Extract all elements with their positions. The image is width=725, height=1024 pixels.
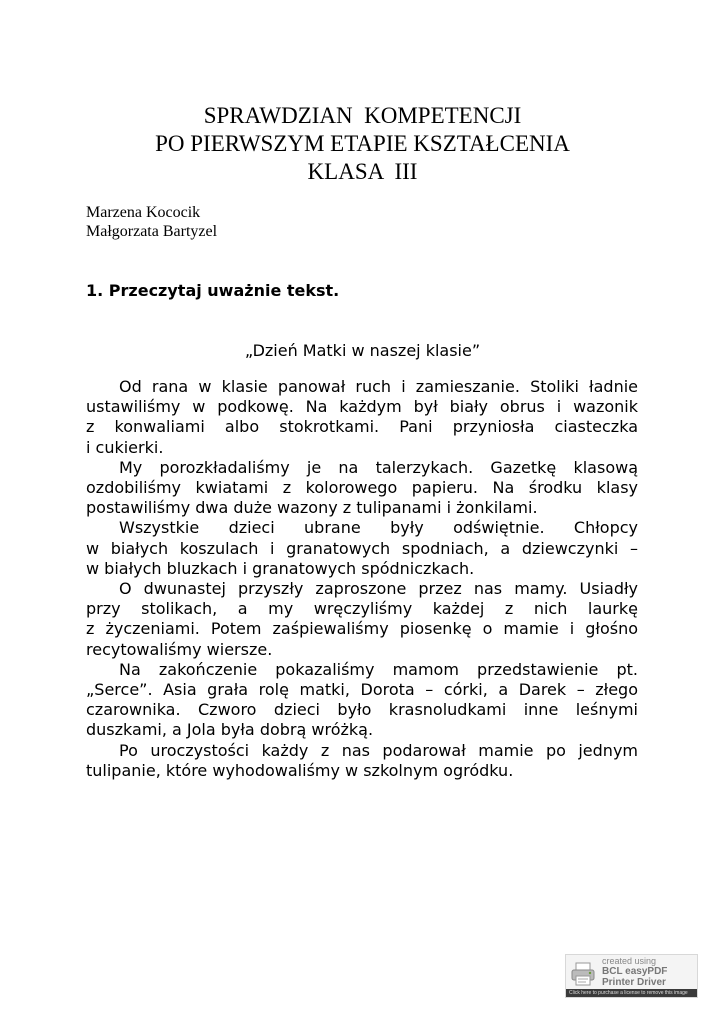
title-line-3: KLASA III [307, 159, 418, 184]
author-name: Marzena Kococik [86, 204, 201, 221]
story-line: Na zakończenie pokazaliśmy mamom przedstawienie pt. [119, 659, 638, 679]
badge-product-type: Printer Driver [602, 977, 666, 988]
story-line: tulipanie, które wyhodowaliśmy w szkolnym ogródku. [86, 760, 514, 780]
story-line: w białych koszulach i granatowych spodniach, a dziewczynki – [86, 538, 638, 558]
title-line-2: PO PIERWSZYM ETAPIE KSZTAŁCENIA [155, 131, 570, 156]
story-line: z konwaliami albo stokrotkami. Pani przyniosła ciasteczka [86, 417, 638, 437]
story-line: Po uroczystości każdy z nas podarował mamie po jednym [119, 740, 638, 760]
story-line: z życzeniami. Potem zaśpiewaliśmy piosenkę o mamie i głośno [86, 619, 638, 639]
story-line: Wszystkie dzieci ubrane były odświętnie. Chłopcy [119, 518, 638, 538]
story-line: przy stolikach, a my wręczyliśmy każdej z nich laurkę [86, 599, 638, 619]
story-line: My porozkładaliśmy je na talerzykach. Gazetkę klasową [119, 457, 638, 477]
story-line: duszkami, a Jola była dobrą wróżką. [86, 720, 374, 740]
pdf-creator-badge[interactable] [565, 954, 698, 998]
author-name: Małgorzata Bartyzel [86, 223, 218, 240]
story-line: recytowaliśmy wiersze. [86, 639, 273, 659]
story-line: ozdobiliśmy kwiatami z kolorowego papieru. Na środku klasy [86, 478, 638, 498]
story-line: i cukierki. [86, 437, 164, 457]
story-line: czarownika. Czworo dzieci było krasnoludkami inne leśnymi [86, 700, 638, 720]
story-title: „Dzień Matki w naszej klasie” [244, 341, 481, 360]
story-line: postawiliśmy dwa duże wazony z tulipanami i żonkilami. [86, 498, 538, 518]
badge-caption: created using [602, 956, 657, 966]
title-line-1: SPRAWDZIAN KOMPETENCJI [203, 103, 522, 128]
story-line: „Serce”. Asia grała rolę matki, Dorota – córki, a Darek – złego [86, 680, 638, 700]
task-instruction: 1. Przeczytaj uważnie tekst. [86, 281, 340, 300]
story-line: w białych bluzkach i granatowych spódniczkach. [86, 558, 475, 578]
story-line: ustawiliśmy w podkowę. Na każdym był biały obrus i wazonik [86, 397, 638, 417]
badge-product-name: BCL easyPDF [602, 966, 668, 977]
story-line: O dwunastej przyszły zaproszone przez nas mamy. Usiadły [119, 579, 638, 599]
story-line: Od rana w klasie panował ruch i zamieszanie. Stoliki ładnie [119, 377, 638, 396]
story-text [86, 377, 638, 781]
badge-purchase-link[interactable]: Click here to purchase a license to remove this image [569, 990, 688, 996]
printer-icon [570, 961, 596, 987]
